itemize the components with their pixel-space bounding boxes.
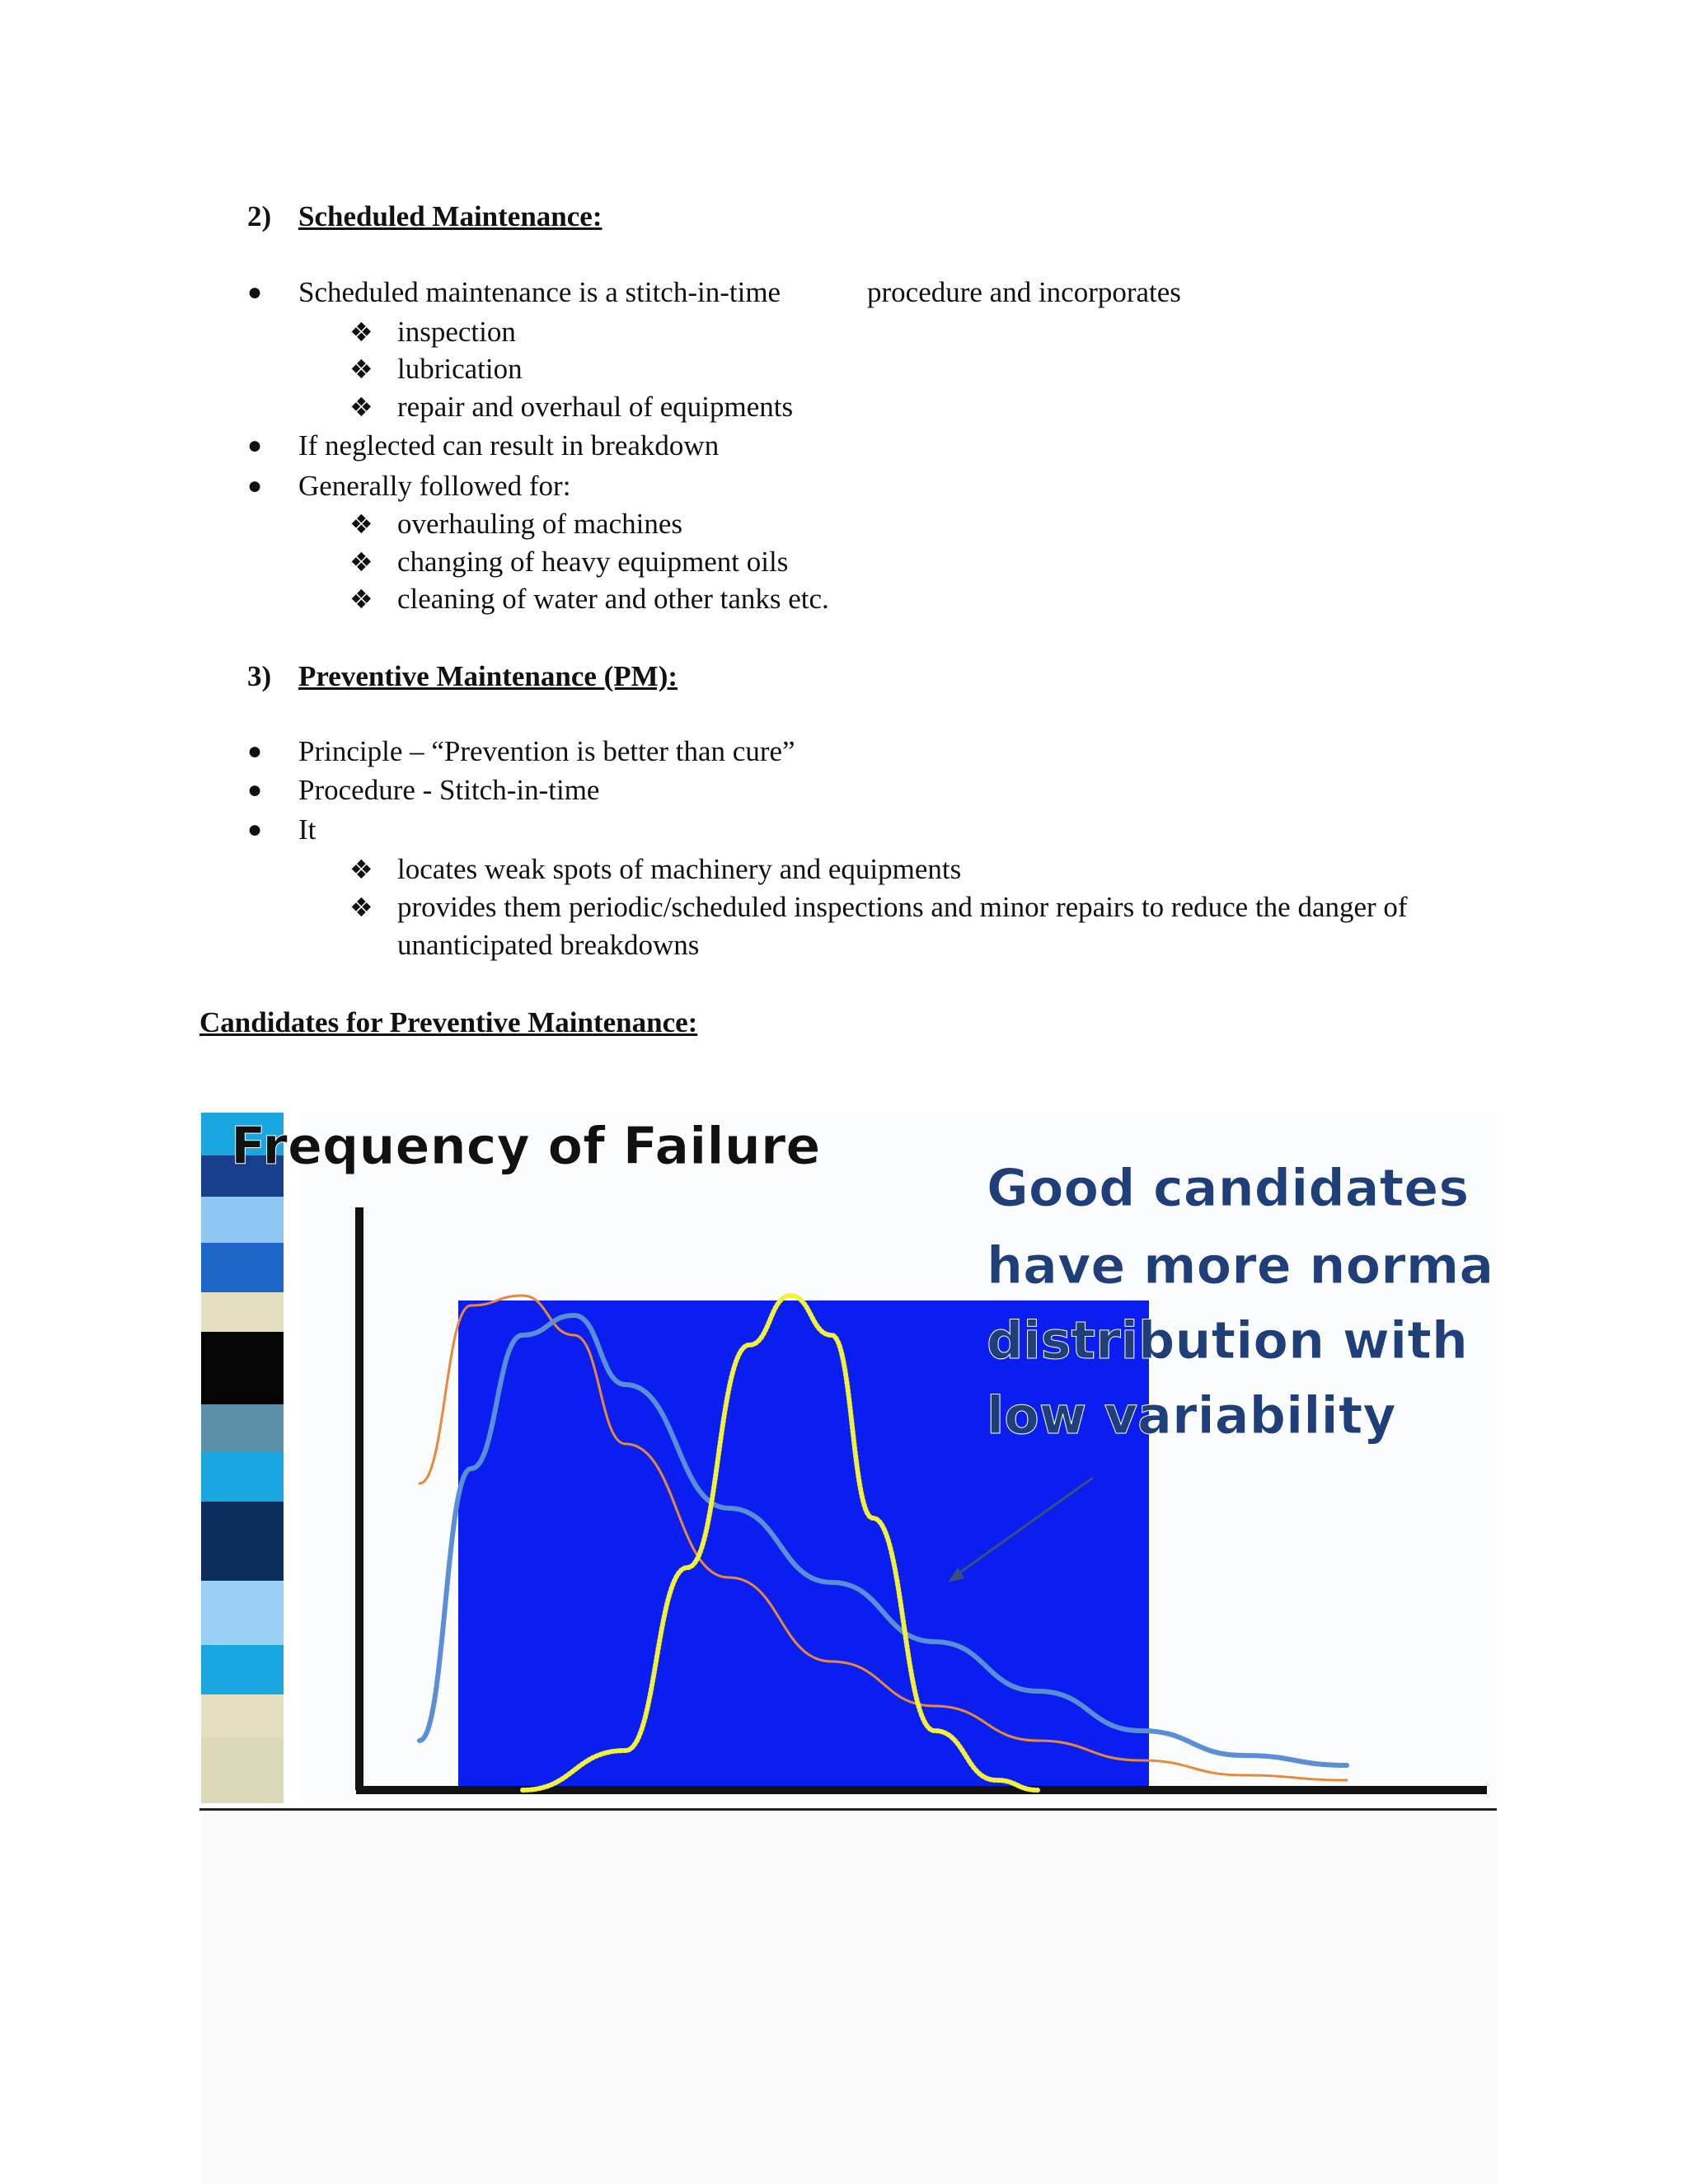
frequency-of-failure-figure bbox=[201, 1113, 1497, 1803]
note-line: have more norma bbox=[987, 1235, 1494, 1296]
diamond-bullet-icon: ❖ bbox=[349, 854, 373, 885]
bullet-dot: ● bbox=[247, 738, 263, 765]
sub-item: changing of heavy equipment oils bbox=[397, 546, 789, 578]
blank-area bbox=[201, 1813, 1497, 2184]
highlight-panel bbox=[458, 1301, 1149, 1791]
diamond-bullet-icon: ❖ bbox=[349, 391, 373, 423]
diamond-bullet-icon: ❖ bbox=[349, 316, 373, 348]
sub-item: lubrication bbox=[397, 353, 523, 385]
section-heading-preventive: Preventive Maintenance (PM): bbox=[298, 660, 678, 692]
bullet-text-continued: procedure and incorporates bbox=[867, 276, 1181, 308]
bullet-text: Principle – “Prevention is better than cure” bbox=[298, 735, 795, 767]
sub-item: overhauling of machines bbox=[397, 508, 683, 540]
section-number: 2) bbox=[247, 200, 272, 232]
striped-border bbox=[201, 1113, 302, 1803]
note-line: distribution with bbox=[987, 1310, 1469, 1371]
candidates-heading: Candidates for Preventive Maintenance: bbox=[199, 1006, 698, 1038]
bullet-text: Generally followed for: bbox=[298, 470, 571, 502]
bullet-dot: ● bbox=[247, 816, 263, 843]
figure-title: Frequency of Failure bbox=[231, 1116, 821, 1176]
bullet-text: If neglected can result in breakdown bbox=[298, 429, 720, 462]
sub-item: repair and overhaul of equipments bbox=[397, 391, 794, 423]
section-heading-scheduled: Scheduled Maintenance: bbox=[298, 200, 603, 232]
bullet-text: Scheduled maintenance is a stitch-in-time bbox=[298, 276, 781, 308]
sub-item: cleaning of water and other tanks etc. bbox=[397, 583, 829, 615]
diamond-bullet-icon: ❖ bbox=[349, 354, 373, 385]
bullet-dot: ● bbox=[247, 432, 263, 459]
figure-canvas bbox=[201, 1113, 1497, 1803]
diamond-bullet-icon: ❖ bbox=[349, 509, 373, 540]
bullet-dot: ● bbox=[247, 279, 263, 306]
bullet-dot: ● bbox=[247, 776, 263, 804]
sub-item: inspection bbox=[397, 316, 516, 348]
bullet-dot: ● bbox=[247, 472, 263, 499]
note-line: low variability bbox=[987, 1385, 1396, 1446]
diamond-bullet-icon: ❖ bbox=[349, 583, 373, 615]
note-line: Good candidates bbox=[987, 1158, 1470, 1218]
sub-item: locates weak spots of machinery and equipments bbox=[397, 853, 962, 885]
diamond-bullet-icon: ❖ bbox=[349, 546, 373, 578]
diamond-bullet-icon: ❖ bbox=[349, 892, 373, 923]
sub-item: provides them periodic/scheduled inspections and minor repairs to reduce the danger of bbox=[397, 891, 1408, 923]
horizontal-rule bbox=[199, 1808, 1497, 1811]
sub-item-continuation: unanticipated breakdowns bbox=[397, 929, 700, 961]
bullet-text: Procedure - Stitch-in-time bbox=[298, 774, 600, 806]
bullet-text: It bbox=[298, 813, 316, 846]
section-number: 3) bbox=[247, 660, 272, 692]
